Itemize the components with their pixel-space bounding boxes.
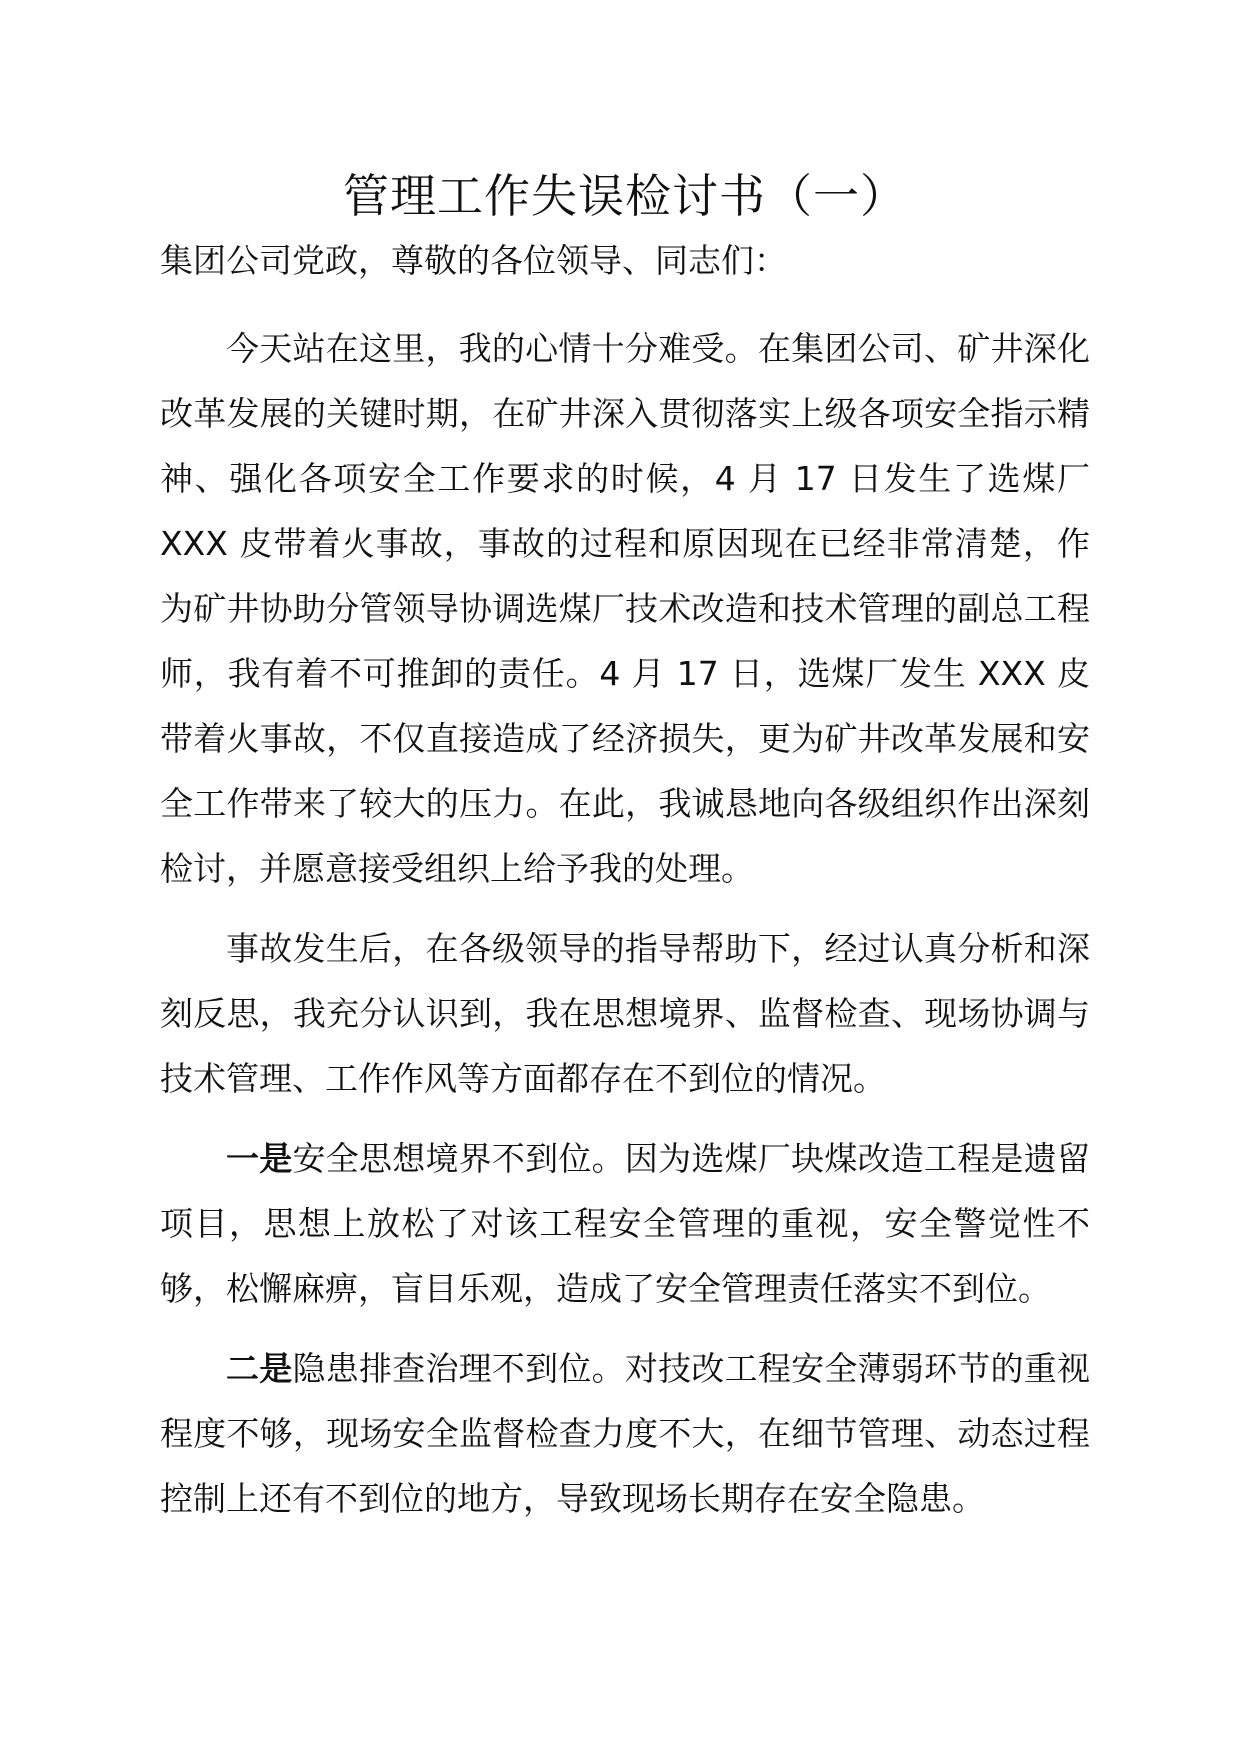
- paragraph-4-lead: 二是: [226, 1349, 293, 1388]
- paragraph-3-text: 安全思想境界不到位。因为选煤厂块煤改造工程是遗留项目，思想上放松了对该工程安全管理的重视，安全警觉性不够，松懈麻痹，盲目乐观，造成了安全管理责任落实不到位。: [160, 1139, 1091, 1308]
- paragraph-1: [160, 316, 1090, 901]
- paragraph-3: [160, 1126, 1090, 1321]
- paragraph-2: [160, 916, 1090, 1111]
- paragraph-4-text: 隐患排查治理不到位。对技改工程安全薄弱环节的重视程度不够，现场安全监督检查力度不大，在细节管理、动态过程控制上还有不到位的地方，导致现场长期存在安全隐患。: [160, 1349, 1091, 1518]
- paragraph-4: [160, 1336, 1090, 1531]
- paragraph-3-lead: 一是: [226, 1139, 293, 1178]
- paragraph-1-text: 今天站在这里，我的心情十分难受。在集团公司、矿井深化改革发展的关键时期，在矿井深入贯彻落实上级各项安全指示精神、强化各项安全工作要求的时候，4 月 17 日发生了选煤厂 XXX 皮带着火事故，事故的过程和原因现在已经非常清楚，作为矿井协助分管领导协调选煤厂技术改造和技术管理的副总工程师，我有着不可推卸的责任。4 月 17 日，选煤厂发生 XXX 皮带着火事故，不仅直接造成了经济损失，更为矿井改革发展和安全工作带来了较大的压力。在此，我诚恳地向各级组织作出深刻检讨，并愿意接受组织上给予我的处理。: [160, 329, 1090, 888]
- paragraph-2-text: 事故发生后，在各级领导的指导帮助下，经过认真分析和深刻反思，我充分认识到，我在思想境界、监督检查、现场协调与技术管理、工作作风等方面都存在不到位的情况。: [160, 929, 1090, 1098]
- salutation: 集团公司党政，尊敬的各位领导、同志们：: [160, 241, 787, 280]
- document-title: 管理工作失误检讨书（一）: [343, 169, 907, 223]
